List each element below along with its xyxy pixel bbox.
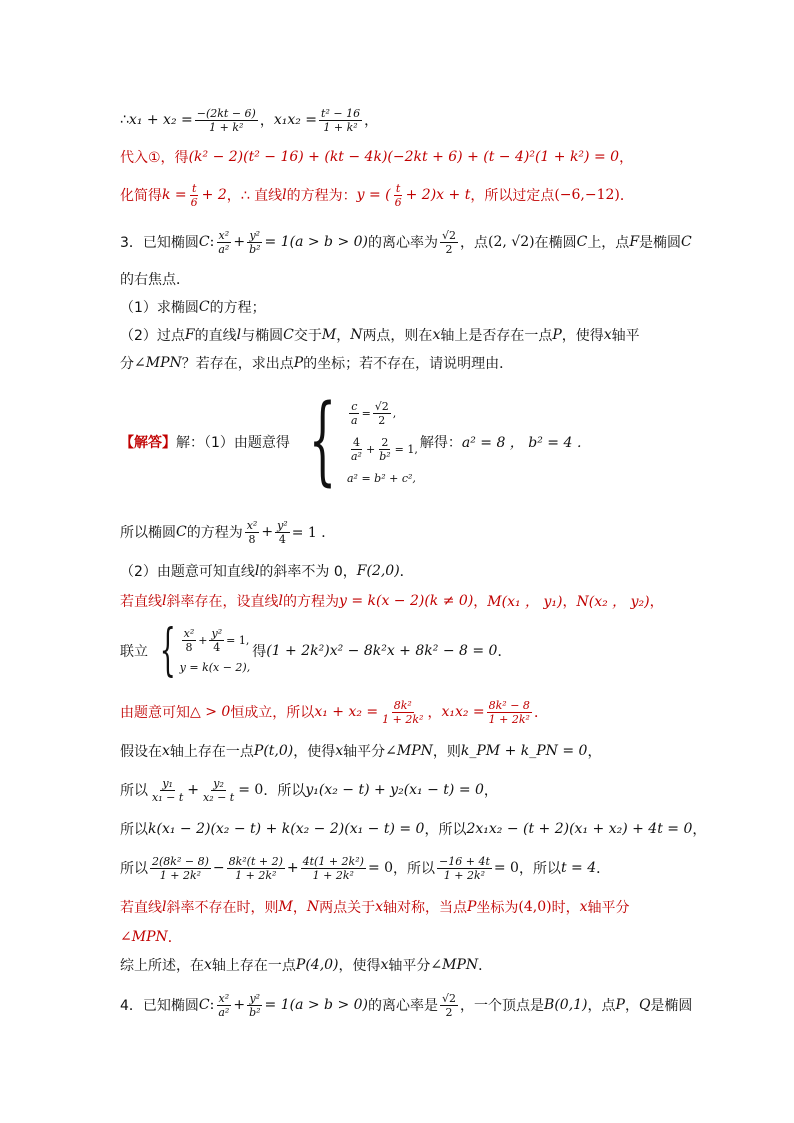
plus: + [286,860,299,876]
q3-text: 在椭圆 [534,235,577,251]
frac-den: a² [218,1005,230,1019]
q3-text: 的方程； [209,300,266,316]
focus-name: F [629,234,640,250]
frac [301,855,366,882]
q3-part1 [120,296,266,318]
q4-head: 4．已知椭圆 [120,998,199,1014]
frac-den: b² [249,242,261,256]
q3-text: 的右焦点． [120,272,190,288]
sum-lhs: x₁ + x₂ = [128,112,193,128]
x-var: x [432,327,441,343]
focus-coord: F(2,0) [356,563,400,579]
text: 轴上存在一点 [211,958,296,974]
frac [150,777,185,804]
frac-num: y² [277,518,288,532]
frac [247,992,262,1019]
fixed-point-text: ，所以过定点 [470,188,555,204]
q3-text: 交于 [293,328,322,344]
vieta-line [120,692,548,732]
system-row-3 [347,467,418,489]
q3-text: 的坐标；若不存在，请说明理由． [303,356,514,372]
slope-not-exist-line2 [120,926,182,948]
text: 的离心率是 [368,998,439,1014]
minus: − [212,860,225,876]
frac-den: 8 [185,640,193,654]
q3-text: ？若存在，求出点 [181,356,294,372]
frac [373,400,391,427]
text: ，使得 [338,958,381,974]
q3-text: 轴上是否存在一点 [440,328,553,344]
eccentricity-frac [440,229,458,256]
frac-num: 4 [352,435,360,449]
y-fraction [393,182,404,209]
frac-num: x² [246,518,258,532]
frac-den: 2 [378,413,386,427]
k-frac-num: t [191,181,197,195]
comma: ， [562,594,577,610]
y-frac-den: 6 [394,195,402,209]
frac [209,627,224,654]
line-end: ． [478,958,493,974]
text: ，使得 [293,744,336,760]
angle-MPN: ∠MPN [385,743,433,759]
frac-den: 1 + 2k² [488,712,530,726]
point-N-coord: N(x₂ ， y₂) [576,594,650,610]
text: ，一个顶点是 [460,998,545,1014]
text: 坐标为 [476,900,519,916]
discriminant: △ > 0 [190,704,231,720]
q4-line [120,985,692,1025]
text: ．所以 [263,783,306,799]
frac-den: 4 [213,640,221,654]
q3-text: 两点，则在 [362,328,433,344]
substitute-expression: (k² − 2)(t² − 16) + (kt − 4k)(−2kt + 6) + (t − 4)²(1 + k²) = 0 [188,149,620,165]
equation-system [292,384,418,496]
ellipse-name: C [198,997,210,1013]
point-M: M [278,899,293,915]
line-end: ． [596,861,611,877]
sum-numerator: −(2kt − 6) [196,106,256,120]
text: ，所以 [393,861,436,877]
frac-den: 2 [445,242,453,256]
frac [377,436,392,463]
part2-intro [120,560,414,582]
q3-text: 分 [120,356,134,372]
simultaneous-line [120,620,511,682]
point-coord: (4,0) [518,899,552,915]
frac-num: 8k² − 8 [488,698,530,712]
point-N: N [350,327,363,343]
simplify-text: 化简得 [120,188,162,204]
sum-lhs: x₁ + x₂ = [314,704,379,720]
point-M-coord: M(x₁ ， y₁) [487,594,563,610]
ellipse-name: C [576,234,588,250]
eq: = 0 [367,860,394,876]
eq-end: = 1, [226,633,250,647]
ellipse-condition: = 1(a > b > 0) [264,234,369,250]
product-lhs: x₁x₂ = [441,704,485,720]
eq-end: = 1, [394,442,418,456]
text: 得 [252,644,267,660]
q3-text: 是椭圆 [639,235,682,251]
line-end: ， [619,150,634,166]
equation-system-2 [150,618,251,683]
line-var: l [254,563,260,579]
frac-den: 1 + 2k² [159,868,202,882]
text: ，所以 [518,861,561,877]
system-rows [347,395,418,489]
text: 轴平分 [343,744,386,760]
x-var: x [603,327,612,343]
q3-text: 与椭圆 [241,328,284,344]
frac-den: 4 [278,532,286,546]
comma: ， [336,328,351,344]
q3-head: 3．已知椭圆 [120,235,199,251]
ellipse-condition: = 1(a > b > 0) [264,997,369,1013]
frac-num: 2 [381,435,389,449]
q3-text: 轴平 [611,328,640,344]
point-P-coord: P(t,0) [253,743,294,759]
fixed-point: (−6,−12) [554,187,620,203]
line-end: ， [649,594,664,610]
sum-denominator: 1 + k² [209,120,244,134]
plus: + [187,782,199,798]
frac-num: y² [249,228,261,242]
colon: : [209,997,215,1013]
frac-den: a² [218,242,230,256]
frac-den: b² [249,1005,261,1019]
frac [245,519,260,546]
frac-num: c [351,399,358,413]
expr: 2x₁x₂ − (t + 2)(x₁ + x₂) + 4t = 0 [466,821,693,837]
solution-text: 的方程为 [186,525,243,541]
point-N: N [306,899,320,915]
frac [440,992,458,1019]
assume-line [120,740,601,762]
line-end: ， [364,113,379,129]
vertex-B: B(0,1) [544,997,588,1013]
line-substitute [120,145,633,169]
solution-text: （2）由题意可知直线 [120,564,255,580]
angle-MPN: ∠MPN [120,929,168,945]
system-rows [180,623,251,679]
point-P: P [552,327,562,343]
y-frac-num: t [395,181,401,195]
frac-num: −16 + 4t [439,854,490,868]
frac [487,699,532,726]
text: 恒成立，所以 [230,705,315,721]
frac-num: x² [218,228,230,242]
q3-line2 [120,268,190,290]
text: 是椭圆 [650,998,693,1014]
q3-part2 [120,324,640,346]
eq: = 0 [493,860,519,876]
line-equation: y = k(x − 2)(k ≠ 0) [338,593,474,609]
angle-MPN: ∠MPN [134,355,182,371]
colon: : [209,234,215,250]
text: 的方程为 [282,594,339,610]
line-var: l [162,593,167,609]
frac [201,777,236,804]
line-end: ． [399,564,414,580]
ellipse-name: C [681,234,692,250]
frac-den: 1 + 2k² [235,868,277,882]
x-var: x [579,899,588,915]
frac [349,436,364,463]
point-P: P [615,997,625,1013]
frac-den: x₂ − t [202,790,235,804]
separator: ， [259,113,274,129]
substitute-text: 代入①，得 [120,150,189,166]
angle-MPN: ∠MPN [430,957,479,973]
left-brace-icon: { [308,384,337,496]
text: 若直线 [120,900,162,916]
text: ，则 [432,744,461,760]
ellipse-name: C [198,234,210,250]
frac-num: y² [211,626,223,640]
frac-num: y₁ [162,776,173,790]
text: 两点关于 [319,900,376,916]
text: ，点 [587,998,616,1014]
product-numerator: t² − 16 [321,106,361,120]
expr: y₁(x₂ − t) + y₂(x₁ − t) = 0 [305,782,484,798]
ellipse-y-frac [247,229,262,256]
comma: ， [473,594,488,610]
x-var: x [380,957,389,973]
sum-fractions-line [120,770,498,810]
system-row-1 [347,395,418,431]
text: 假设在 [120,744,162,760]
line-end: ． [497,644,512,660]
plus: + [233,997,246,1013]
slope-sum: k_PM + k_PN = 0 [460,743,588,759]
line-var: l [282,187,287,203]
y-rest: + 2)x + t [405,187,471,203]
big-fraction-line [120,848,610,888]
solution-text: 解得： [419,435,462,451]
slope-not-exist-line [120,896,630,918]
line-end: ， [692,822,707,838]
q3-text: ，使得 [561,328,604,344]
line-end: ， [587,744,602,760]
text: ，所以 [424,822,467,838]
q3-text: （1）求椭圆 [120,300,199,316]
solution-result: a² = 8 ， b² = 4 ． [461,435,591,451]
plus: + [233,234,246,250]
line-var: l [278,593,283,609]
frac-num: x² [183,626,195,640]
text: 所以 [120,861,148,877]
text: 斜率不存在时，则 [166,900,279,916]
frac-num: 2(8k² − 8) [152,854,209,868]
frac-num: 8k²(t + 2) [228,854,283,868]
frac [227,855,285,882]
text: 时， [551,900,580,916]
point-P: P [466,899,477,915]
plus: + [365,442,376,456]
text: 若直线 [120,594,162,610]
line-end: ， [483,783,498,799]
solution-tag: 【解答】 [120,435,176,451]
left-brace-icon: { [159,618,176,683]
eq-end: = 1 ． [291,525,336,541]
text: 由题意可知 [120,705,190,721]
comma: ， [427,705,442,721]
solution-text: 的斜率不为 0， [259,564,357,580]
text: 轴平分 [587,900,630,916]
product-lhs: x₁x₂ = [273,112,318,128]
expr: k(x₁ − 2)(x₂ − t) + k(x₂ − 2)(x₁ − t) = 0 [148,821,425,837]
text: 所以 [120,783,148,799]
frac-den: x₁ − t [152,790,184,804]
slope-exists-line [120,590,664,612]
line-end: ． [167,930,182,946]
x-var: x [335,743,344,759]
frac-den: 2 [445,1005,453,1019]
point-M: M [321,327,337,343]
ellipse-x-frac [216,229,231,256]
frac [437,855,492,882]
frac-den: 1 + 2k² [312,868,354,882]
frac-num: 4t(1 + 2k²) [302,854,364,868]
text: 综上所述，在 [120,958,204,974]
system-row-2 [347,431,418,467]
t-value: t = 4 [560,860,597,876]
sum-fraction [195,107,258,134]
k-expression-line [120,818,706,840]
frac-num: √2 [442,991,457,1005]
conclusion-line [120,954,492,976]
frac [182,627,197,654]
product-fraction [319,107,362,134]
line-end: ． [619,188,634,204]
x-var: x [162,743,170,759]
line-simplify [120,175,634,215]
focus-name: F [184,327,195,343]
text: 所以 [120,822,148,838]
frac-num: √2 [442,228,457,242]
text: 轴上存在一点 [169,744,254,760]
system-row-1: $\frac{\text{x²}}{8}$ + $\frac{\text{y²}}{4}$ = 1, [183,626,250,654]
frac-den: a² [351,449,362,463]
line-end: ． [533,705,548,721]
frac-den: 1 + 2k² [382,712,424,726]
eq: = 0 [238,782,264,798]
q3-text: 上，点 [587,235,630,251]
product-denominator: 1 + k² [323,120,358,134]
frac [216,992,231,1019]
x-var: x [375,899,383,915]
ellipse-equation-line [120,512,335,552]
comma: ， [624,998,639,1014]
frac [380,699,425,726]
k-fraction [189,182,200,209]
k-frac-den: 6 [190,195,198,209]
solution-text: 所以椭圆 [120,525,176,541]
frac [150,855,211,882]
text: 轴平分 [388,958,431,974]
eq: = [361,406,371,420]
plus: + [261,524,274,540]
point-P-coord: P(4,0) [295,957,339,973]
frac-den: 8 [248,532,256,546]
pythag-relation: a² = b² + c², [347,471,416,485]
y-eq: y = ( [356,187,391,203]
frac-num: x² [218,991,230,1005]
ellipse-name: C [283,327,294,343]
point-Q: Q [638,997,651,1013]
comma: ， [292,900,307,916]
solution-part1 [120,382,591,502]
q3-text: 的直线 [194,328,237,344]
quadratic: (1 + 2k²)x² − 8k²x + 8k² − 8 = 0 [266,643,498,659]
point-coord: (2, √2) [488,234,535,250]
q3-text: ，点 [460,235,489,251]
solution-text: 解：（1）由题意得 [176,435,290,451]
q3-line1 [120,222,692,262]
frac [275,519,290,546]
k-rest: + 2 [201,187,227,203]
comma: , [392,406,397,420]
q3-text: （2）过点 [120,328,185,344]
frac-num: y² [249,991,261,1005]
text: 联立 [120,644,148,660]
line-text: ，∴ 直线 [226,188,283,204]
system-row-2 [180,656,251,678]
q3-part2-line2 [120,352,513,374]
ellipse-name: C [176,524,187,540]
frac-den: b² [379,449,391,463]
point-P: P [293,355,304,371]
text: 斜率存在，设直线 [166,594,279,610]
frac [349,400,360,427]
x-var: x [204,957,212,973]
line-var: l [162,899,167,915]
line-eq: y = k(x − 2), [179,660,251,674]
line-sum-product [120,100,378,140]
frac-den: a [351,413,358,427]
k-equation: k = [162,187,187,203]
frac-num: y₂ [213,776,224,790]
line-var: l [236,327,242,343]
text: 轴对称，当点 [382,900,467,916]
line-text: 的方程为： [286,188,357,204]
therefore-symbol: ∴ [120,112,129,128]
frac-den: 1 + 2k² [443,868,486,882]
ellipse-name: C [198,299,210,315]
q3-text: 的离心率为 [368,235,439,251]
frac-num: 8k² [393,698,412,712]
frac-num: √2 [374,399,389,413]
